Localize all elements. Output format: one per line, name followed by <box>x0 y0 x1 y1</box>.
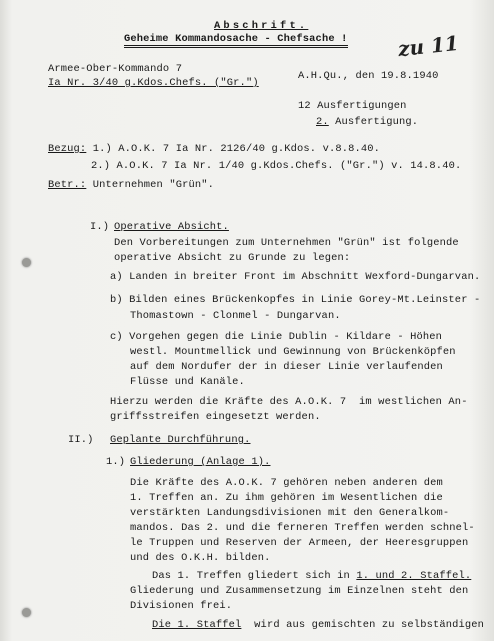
section-1-closing-2: griffsstreifen eingesetzt werden. <box>110 411 321 423</box>
copies-count: 12 Ausfertigungen <box>298 100 407 112</box>
section-1-closing-1: Hierzu werden die Kräfte des A.O.K. 7 im westlichen An- <box>110 396 468 408</box>
copy-number <box>316 116 418 128</box>
item-b-line-2: Thomastown - Clonmel - Dungarvan. <box>130 310 341 322</box>
item-c-line-4: Flüsse und Kanäle. <box>130 376 245 388</box>
section-2-heading: Geplante Durchführung. <box>110 434 251 446</box>
classification-line: Geheime Kommandosache - Chefsache ! <box>124 33 348 48</box>
para-line-7-text: Das 1. Treffen gliedert sich in <box>152 570 357 582</box>
para-line-5: le Truppen und Reserven der Armeen, der Heeresgruppen <box>130 537 469 549</box>
punch-hole-top <box>22 258 31 267</box>
item-c-line-1: c) Vorgehen gegen die Linie Dublin - Kildare - Höhen <box>110 331 443 343</box>
bezug-label: Bezug: <box>48 143 87 155</box>
section-1-number: I.) <box>90 221 110 233</box>
betr-line <box>48 179 214 191</box>
sender-line-1: Armee-Ober-Kommando 7 <box>48 63 183 75</box>
first-staffel-label: Die 1. Staffel <box>152 619 242 631</box>
betr-label: Betr.: <box>48 179 87 191</box>
item-c-line-2: westl. Mountmellick und Gewinnung von Brückenköpfen <box>130 346 456 358</box>
para-line-6: und des O.K.H. bilden. <box>130 552 271 564</box>
staffel-reference: 1. und 2. Staffel. <box>356 570 472 582</box>
para-line-1: Die Kräfte des A.O.K. 7 gehören neben anderen dem <box>130 477 443 489</box>
handwritten-note: zu 11 <box>396 30 460 62</box>
subsection-1-number: 1.) <box>106 456 126 468</box>
item-a: a) Landen in breiter Front im Abschnitt Wexford-Dungarvan. <box>110 271 481 283</box>
punch-hole-bottom <box>22 608 31 617</box>
section-1-intro-1: Den Vorbereitungen zum Unternehmen "Grün" ist folgende <box>114 237 459 249</box>
para-line-7 <box>152 570 471 582</box>
bezug-item-1 <box>48 143 380 155</box>
para-line-10-text: wird aus gemischten zu selbständigen <box>241 619 485 631</box>
para-line-10 <box>152 619 484 631</box>
section-1-heading: Operative Absicht. <box>114 221 229 233</box>
para-line-3: verstärkten Landungsdivisionen mit den Generalkom- <box>130 507 450 519</box>
betr-text: Unternehmen "Grün". <box>86 179 215 191</box>
para-line-8: Gliederung und Zusammensetzung im Einzelnen steht den <box>130 585 469 597</box>
sender-line-2: Ia Nr. 3/40 g.Kdos.Chefs. ("Gr.") <box>48 77 259 89</box>
subsection-1-heading: Gliederung (Anlage 1). <box>130 456 271 468</box>
copy-number-value: 2. <box>316 116 329 128</box>
para-line-9: Divisionen frei. <box>130 600 233 612</box>
item-c-line-3: auf dem Nordufer der in dieser Linie verlaufenden <box>130 361 443 373</box>
para-line-4: mandos. Das 2. und die ferneren Treffen werden schnel- <box>130 522 475 534</box>
item-b-line-1: b) Bilden eines Brückenkopfes in Linie Gorey-Mt.Leinster - <box>110 294 481 306</box>
bezug-item-2: 2.) A.O.K. 7 Ia Nr. 1/40 g.Kdos.Chefs. ("Gr.") v. 14.8.40. <box>91 160 462 172</box>
copy-number-label: Ausfertigung. <box>328 116 419 128</box>
para-line-2: 1. Treffen an. Zu ihm gehören im Wesentlichen die <box>130 492 443 504</box>
section-2-number: II.) <box>68 434 94 446</box>
document-title: Abschrift. <box>214 20 309 32</box>
bezug-item-1-text: 1.) A.O.K. 7 Ia Nr. 2126/40 g.Kdos. v.8.8.40. <box>86 143 381 155</box>
place-date: A.H.Qu., den 19.8.1940 <box>298 70 439 82</box>
section-1-intro-2: operative Absicht zu Grunde zu legen: <box>114 252 351 264</box>
